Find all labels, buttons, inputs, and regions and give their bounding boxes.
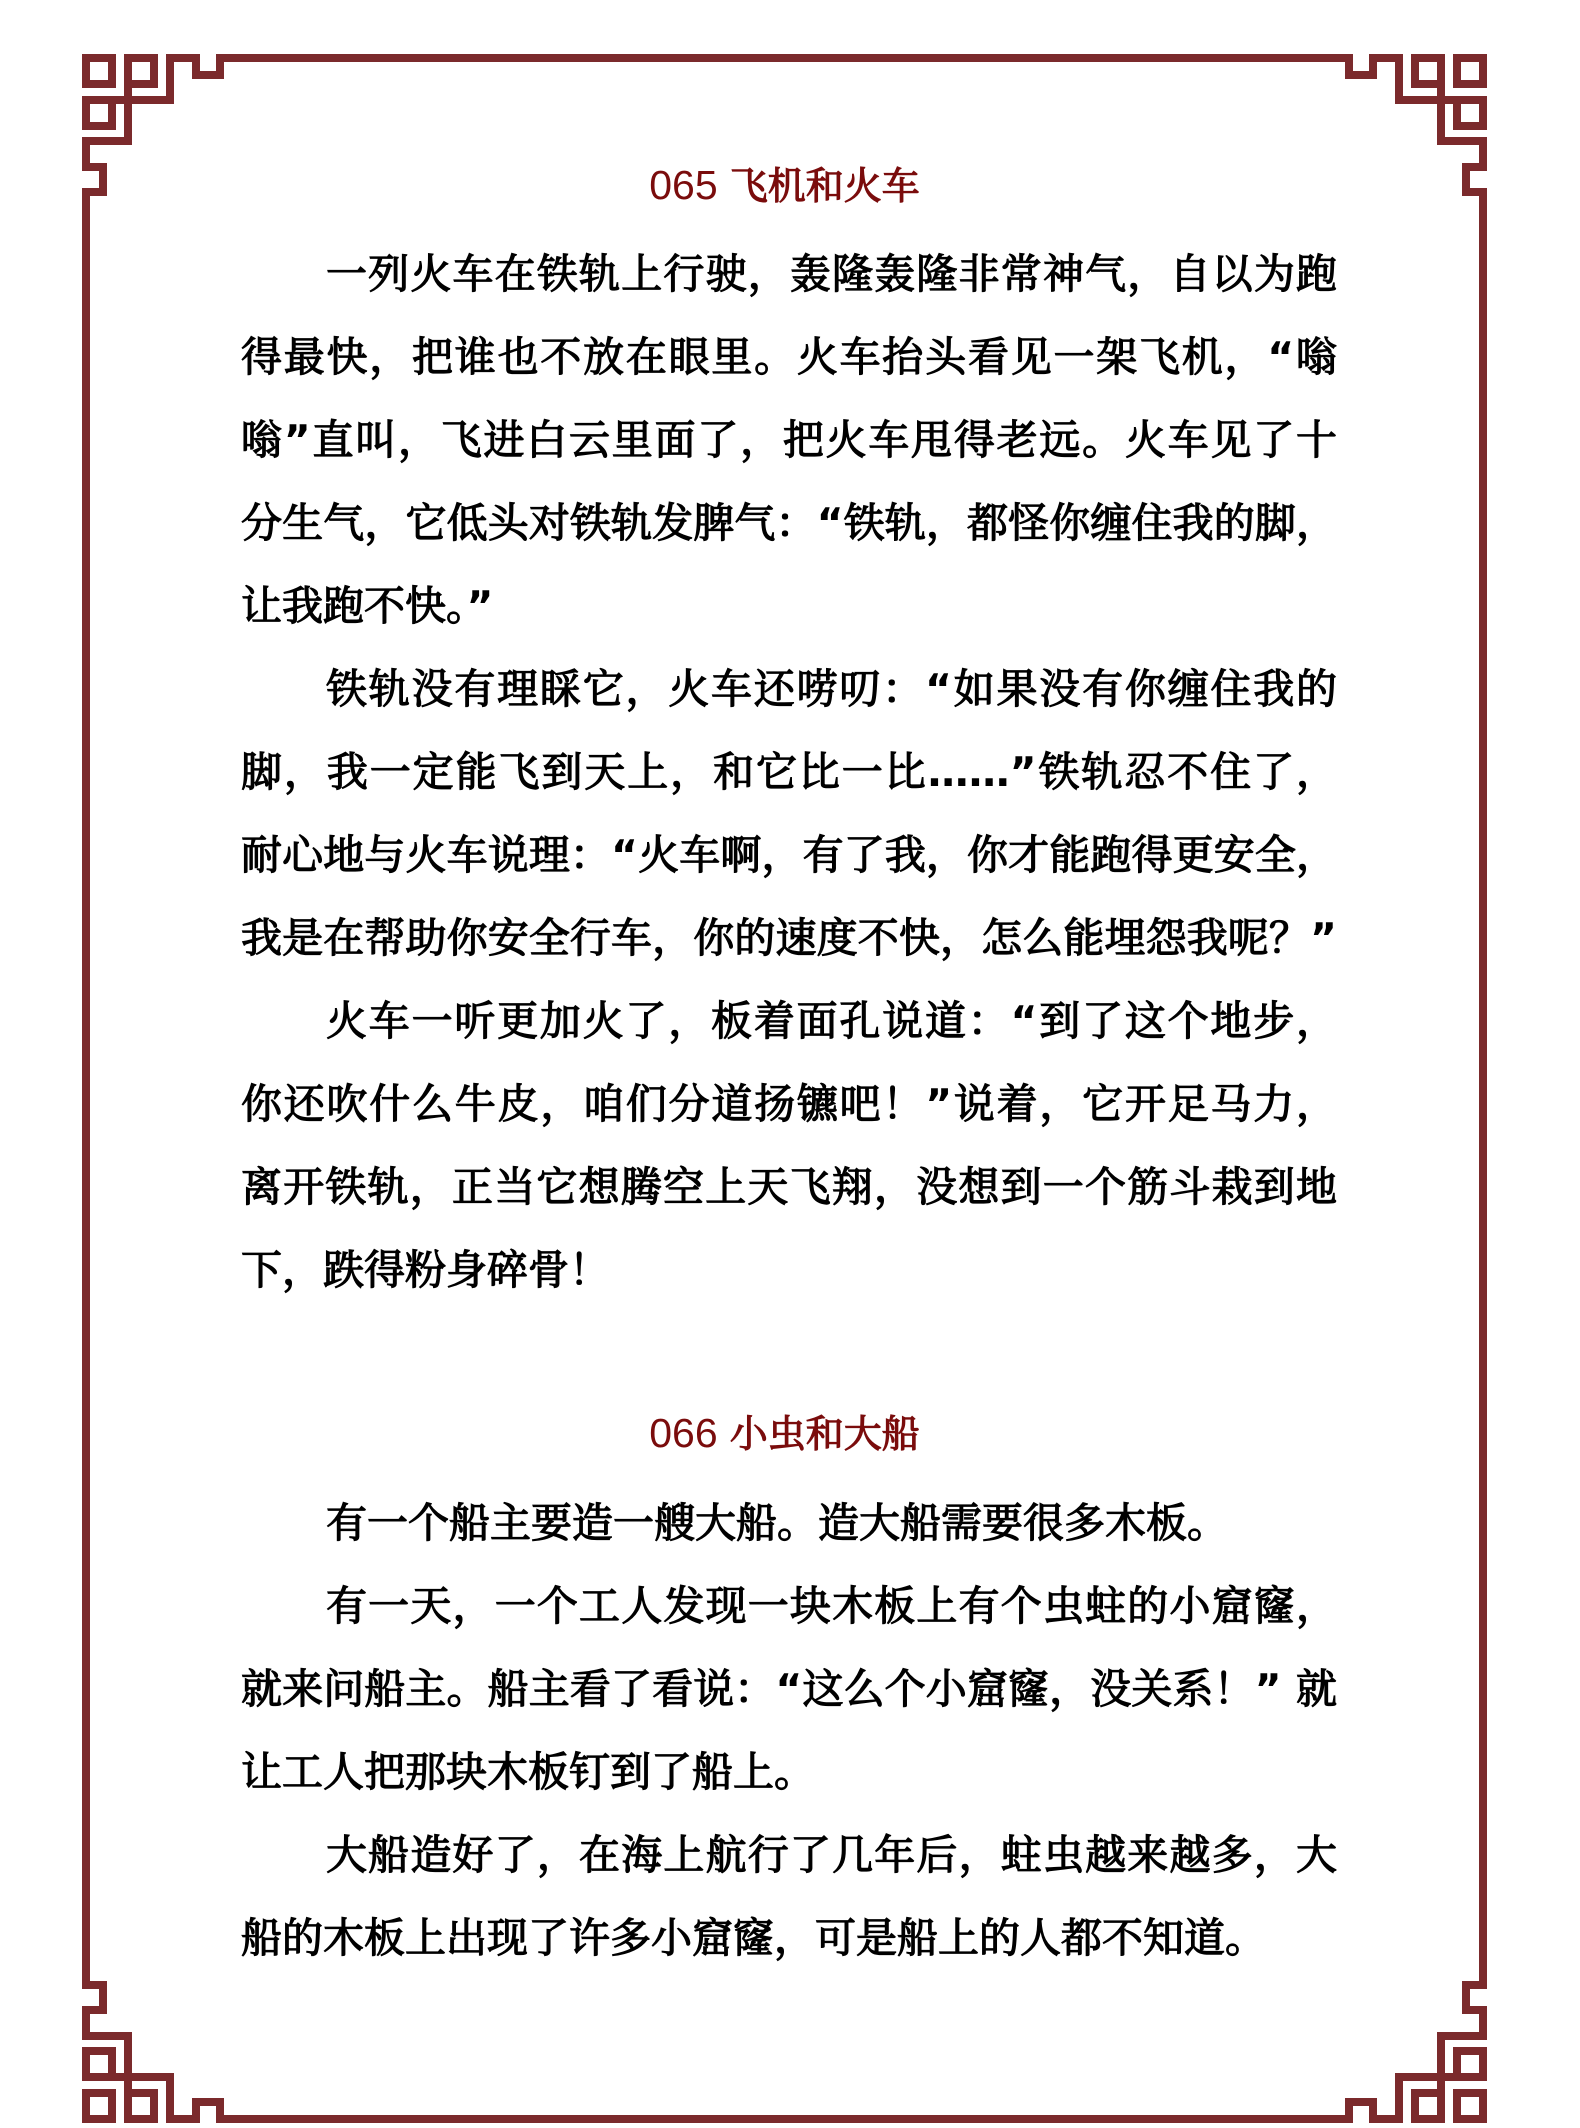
paragraph [241,980,1337,1312]
paragraph [241,233,1337,648]
text-line: 大船造好了，在海上航行了几年后，蛀虫越来越多，大 [326,1831,1337,1879]
paragraph [241,1565,1337,1814]
story-title [82,162,1487,209]
text-line: 你还吹什么牛皮，咱们分道扬镳吧！”说着，它开足马力， [241,1080,1337,1128]
text-line: 耐心地与火车说理：“火车啊，有了我，你才能跑得更安全， [241,831,1337,879]
text-line: 分生气，它低头对铁轨发脾气：“铁轨，都怪你缠住我的脚， [241,499,1337,547]
story-number: 065 [649,162,718,208]
text-line: 有一个船主要造一艘大船。造大船需要很多木板。 [326,1499,1228,1547]
text-line: 脚，我一定能飞到天上，和它比一比……”铁轨忍不住了， [241,748,1337,796]
text-line: 嗡”直叫，飞进白云里面了，把火车甩得老远。火车见了十 [241,416,1337,464]
story-title [82,1410,1487,1457]
text-line: 一列火车在铁轨上行驶，轰隆轰隆非常神气，自以为跑 [326,250,1337,298]
paragraph [241,1482,1337,1565]
text-line: 就来问船主。船主看了看说：“这么个小窟窿，没关系！” 就 [241,1665,1337,1713]
text-line: 铁轨没有理睬它，火车还唠叨：“如果没有你缠住我的 [326,665,1337,713]
text-line: 让工人把那块木板钉到了船上。 [241,1748,815,1796]
story-name: 飞机和火车 [729,164,920,208]
story-body [241,233,1337,1312]
text-line: 火车一听更加火了，板着面孔说道：“到了这个地步， [326,997,1337,1045]
text-line: 下，跌得粉身碎骨！ [241,1246,610,1294]
story-name: 小虫和大船 [729,1412,920,1456]
paragraph [241,1814,1337,1980]
text-line: 得最快，把谁也不放在眼里。火车抬头看见一架飞机，“嗡 [241,333,1337,381]
text-line: 我是在帮助你安全行车，你的速度不快，怎么能埋怨我呢？” [241,914,1337,962]
paragraph [241,648,1337,980]
text-line: 船的木板上出现了许多小窟窿，可是船上的人都不知道。 [241,1914,1266,1962]
text-line: 让我跑不快。” [241,582,494,630]
text-line: 有一天，一个工人发现一块木板上有个虫蛀的小窟窿， [326,1582,1337,1630]
story-body [241,1482,1337,1980]
story-number: 066 [649,1410,718,1456]
text-line: 离开铁轨，正当它想腾空上天飞翔，没想到一个筋斗栽到地 [241,1163,1337,1211]
